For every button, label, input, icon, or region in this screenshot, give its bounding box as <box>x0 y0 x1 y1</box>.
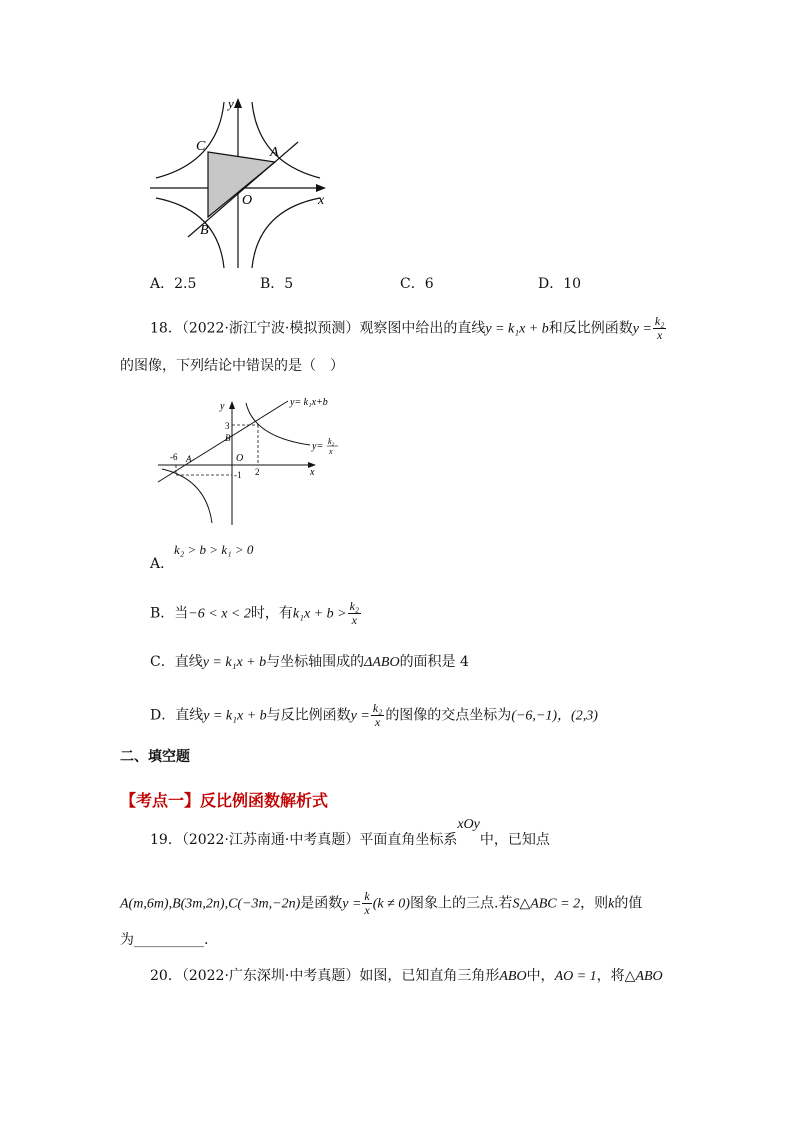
q19-lhs: y = <box>342 896 362 912</box>
q18-line-equation: y = k₁x + b <box>485 321 549 337</box>
q18-option-d-fraction <box>371 702 385 729</box>
q18-option-c <box>150 652 469 673</box>
section-fill-in-blank: 二、填空题 <box>120 749 190 765</box>
q18-option-d-line: y = k₁x + b <box>203 708 267 724</box>
fig2-x: x <box>310 467 315 478</box>
fig2-pt-b: B <box>225 433 231 443</box>
q19-stem <box>150 817 550 851</box>
q18-stem-line2: 的图像，下列结论中错误的是（ ） <box>120 358 344 374</box>
q19-points: A(m,6m),B(3m,2n),C(−3m,−2n) <box>120 896 301 912</box>
fig2-tick-neg6: -6 <box>170 452 178 462</box>
q18-option-c-line: y = k₁x + b <box>202 655 267 670</box>
q19-prefix: 19．（2022·江苏南通·中考真题）平面直角坐标系 <box>150 832 458 848</box>
q19-end: 的值 <box>614 895 643 912</box>
fig2-hyper-label-den: x <box>329 447 333 456</box>
q18-func-lhs: y = <box>632 321 652 337</box>
fig2-tick-2: 2 <box>255 467 260 477</box>
q17-option-a: A．2.5 <box>150 276 197 292</box>
line-k1x-b <box>158 401 288 482</box>
hyperbola-first-quadrant <box>246 403 310 445</box>
x-axis-arrow <box>316 184 326 192</box>
fig2-tick-3: 3 <box>225 421 230 431</box>
q19-suffix: 中，已知点 <box>479 832 550 848</box>
q20-stem <box>150 966 663 987</box>
q18-option-a-label: A． <box>150 556 175 572</box>
fig2-o: O <box>236 453 244 464</box>
q18-option-c-end: 的面积是 4 <box>399 654 469 670</box>
q18-option-c-prefix: C．直线 <box>150 654 203 670</box>
q18-option-b-num: k₂ <box>349 599 360 613</box>
fig1-label-x: x <box>318 193 325 208</box>
fig2-tick-neg1: -1 <box>234 470 242 480</box>
q18-option-d-points: (−6,−1)，(2,3) <box>511 708 598 724</box>
figure-line-hyperbola <box>150 395 360 527</box>
fig1-label-c: C <box>196 139 206 154</box>
topic-heading: 【考点一】反比例函数解析式 <box>120 791 329 810</box>
q19-stem-line2 <box>120 890 642 917</box>
hyperbola-lower-right <box>252 198 320 268</box>
q20-end: ，将 <box>596 968 625 984</box>
q18-option-b-cond: −6 < x < 2 <box>188 606 251 622</box>
q19-cond: (k ≠ 0) <box>372 896 410 912</box>
q18-option-c-mid: 与坐标轴围成的 <box>266 654 365 670</box>
fig2-hyper-label-num: k₂ <box>328 437 335 446</box>
q19-mid: 图象上的三点.若 <box>409 895 513 912</box>
q18-option-b-den: x <box>351 613 357 627</box>
q19-then: ，则 <box>580 895 609 912</box>
q18-option-d-den: x <box>374 715 381 729</box>
q18-option-d-mid: 与反比例函数 <box>266 707 351 724</box>
q18-option-b <box>150 600 362 627</box>
q18-option-b-fraction <box>348 600 362 627</box>
q18-option-c-triangle: ΔABO <box>364 655 400 670</box>
fig1-label-a: A <box>270 145 279 160</box>
q18-option-b-mid: 时，有 <box>250 605 293 622</box>
q19-area: S△ABC = 2 <box>512 896 581 912</box>
y-axis-arrow <box>229 401 235 409</box>
q18-middle: 和反比例函数 <box>548 320 633 337</box>
q18-option-b-ineq: k₁x + b > <box>292 606 347 622</box>
q17-option-c: C．6 <box>400 276 434 292</box>
fig2-hyper-label-lhs: y= <box>312 441 324 452</box>
y-axis-arrow <box>234 98 242 108</box>
q19-answer-blank: 为__________. <box>120 932 209 948</box>
q18-option-d-end: 的图像的交点坐标为 <box>385 707 512 724</box>
q19-num: k <box>364 889 370 903</box>
q20-abo: ABO <box>499 969 527 984</box>
q17-option-b: B．5 <box>260 276 294 292</box>
hyperbola-third-quadrant <box>162 469 212 523</box>
fig1-label-y: y <box>228 96 234 111</box>
fig1-label-b: B <box>200 223 209 238</box>
q20-prefix: 20．（2022·广东深圳·中考真题）如图，已知直角三角形 <box>150 968 500 984</box>
figure-hyperbola-triangle <box>140 92 340 274</box>
q20-abo2: △ABO <box>624 969 663 984</box>
q18-stem <box>150 315 667 342</box>
q17-option-d: D．10 <box>538 276 582 292</box>
fig2-y: y <box>220 401 225 412</box>
q20-ao: AO = 1 <box>554 969 597 984</box>
q19-fraction <box>362 890 371 917</box>
fig2-pt-a: A <box>186 454 192 464</box>
fig1-label-o: O <box>242 193 253 208</box>
q18-option-d-num: k₂ <box>372 701 383 715</box>
q19-xoy: xOy <box>457 817 480 832</box>
q19-den: x <box>364 903 370 917</box>
q18-option-d-prefix: D．直线 <box>150 707 204 724</box>
q18-option-a-math: k₂ > b > k₁ > 0 <box>174 542 254 557</box>
q19-k: k <box>608 896 615 912</box>
q19-is-func: 是函数 <box>300 895 343 912</box>
q18-option-d-lhs: y = <box>350 708 370 724</box>
q18-prefix: 18．（2022·浙江宁波·模拟预测）观察图中给出的直线 <box>150 320 486 337</box>
q18-option-b-prefix: B．当 <box>150 605 189 622</box>
fig2-line-label: y= k₁x+b <box>290 397 328 408</box>
q18-func-den: x <box>657 328 663 342</box>
q18-func-fraction <box>653 315 667 342</box>
q20-mid: 中， <box>526 968 555 984</box>
q18-func-num: k₂ <box>654 314 665 328</box>
q18-option-d <box>150 702 598 729</box>
